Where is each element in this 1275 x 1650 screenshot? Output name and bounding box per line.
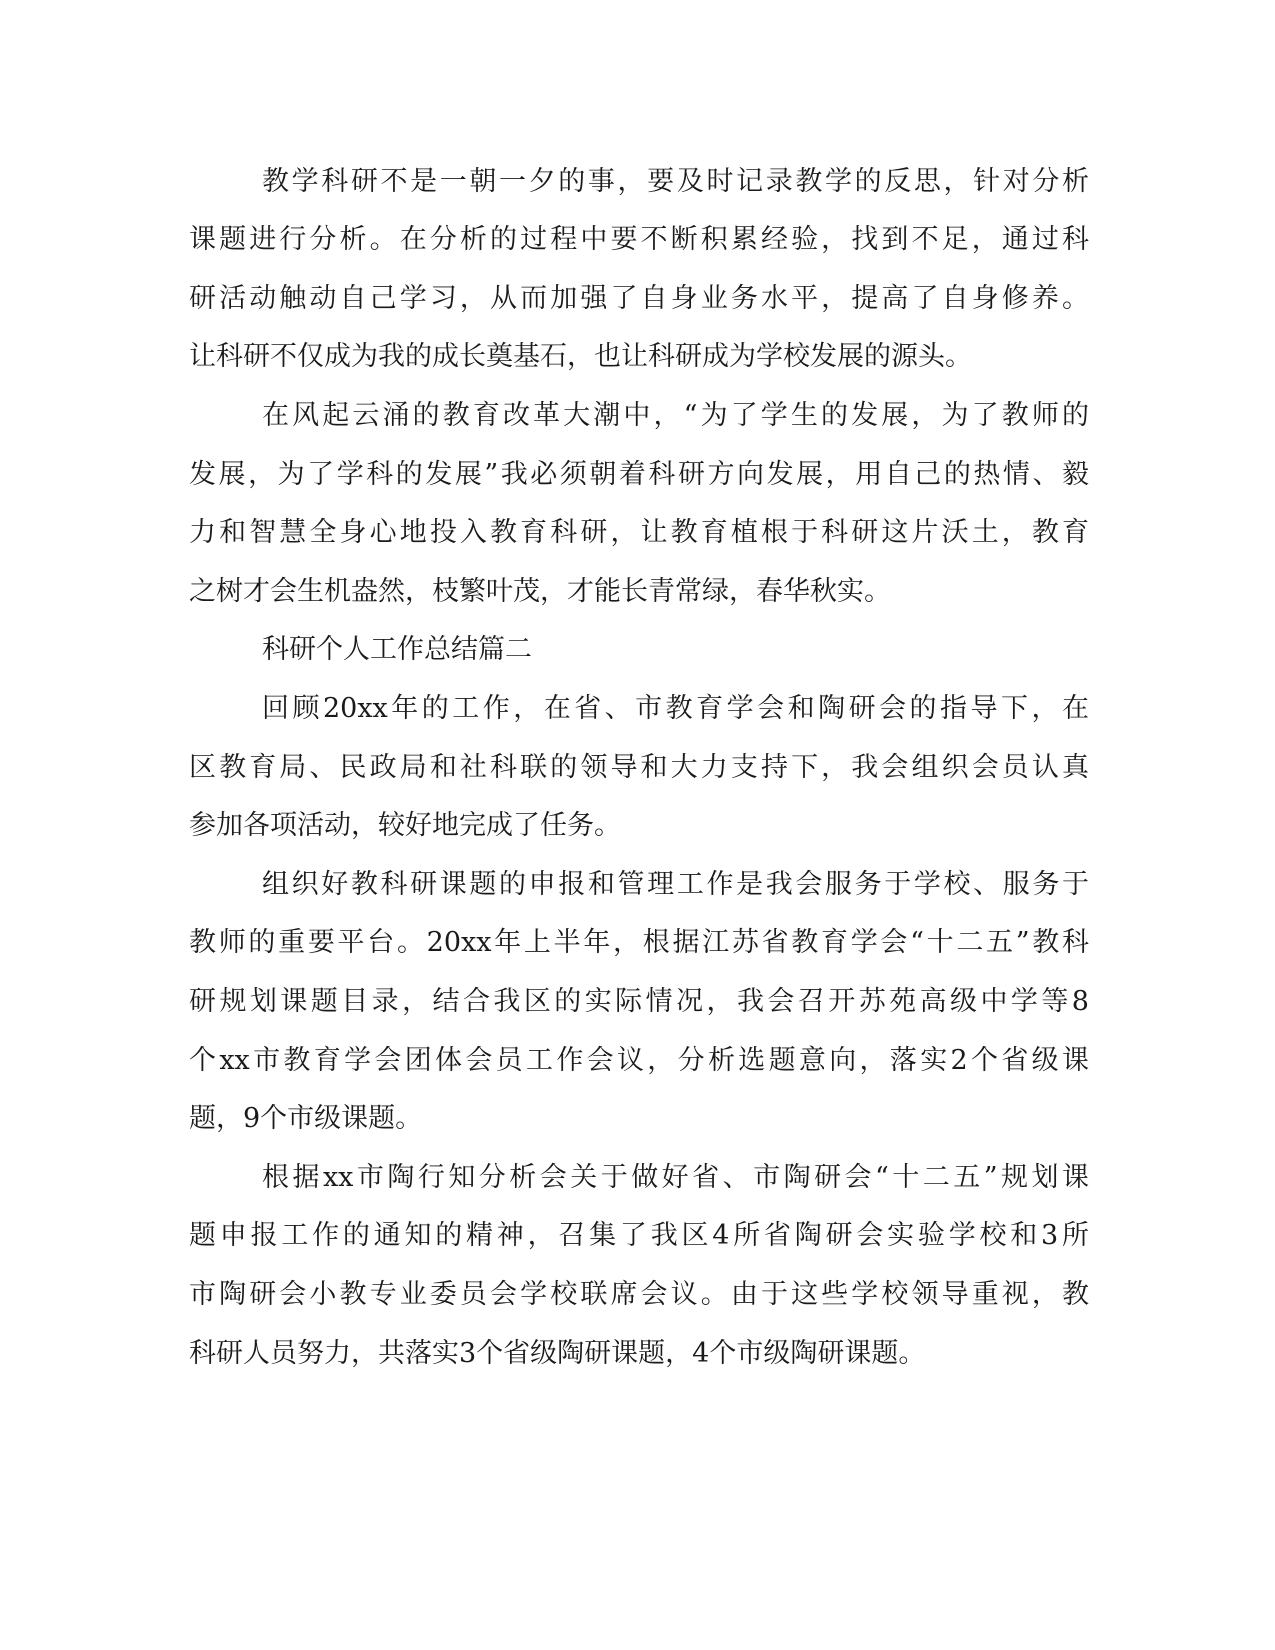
paragraph-2-line-4: 之树才会生机盎然，枝繁叶茂，才能长青常绿，春华秋实。 bbox=[189, 576, 891, 607]
paragraph-1-line-1: 教学科研不是一朝一夕的事，要及时记录教学的反思，针对分析 bbox=[262, 166, 1089, 197]
paragraph-2-line-3: 力和智慧全身心地投入教育科研，让教育植根于科研这片沃土，教育 bbox=[189, 517, 1089, 548]
paragraph-1-line-2: 课题进行分析。在分析的过程中要不断积累经验，找到不足，通过科 bbox=[189, 224, 1089, 255]
paragraph-4-line-5: 题，9个市级课题。 bbox=[189, 1103, 423, 1134]
paragraph-3-line-2: 区教育局、民政局和社科联的领导和大力支持下，我会组织会员认真 bbox=[189, 752, 1089, 783]
paragraph-5-line-1: 根据xx市陶行知分析会关于做好省、市陶研会“十二五”规划课 bbox=[262, 1162, 1089, 1193]
paragraph-4-line-3: 研规划课题目录，结合我区的实际情况，我会召开苏苑高级中学等8 bbox=[189, 986, 1089, 1017]
section-heading: 科研个人工作总结篇二 bbox=[262, 634, 532, 665]
paragraph-2-line-1: 在风起云涌的教育改革大潮中，“为了学生的发展，为了教师的 bbox=[262, 400, 1089, 431]
paragraph-1-line-4: 让科研不仅成为我的成长奠基石，也让科研成为学校发展的源头。 bbox=[189, 341, 972, 372]
paragraph-2-line-2: 发展，为了学科的发展”我必须朝着科研方向发展，用自己的热情、毅 bbox=[189, 459, 1089, 490]
paragraph-5-line-2: 题申报工作的通知的精神，召集了我区4所省陶研会实验学校和3所 bbox=[189, 1220, 1089, 1251]
paragraph-4-line-2: 教师的重要平台。20xx年上半年，根据江苏省教育学会“十二五”教科 bbox=[189, 927, 1089, 958]
paragraph-5-line-4: 科研人员努力，共落实3个省级陶研课题，4个市级陶研课题。 bbox=[189, 1338, 926, 1369]
paragraph-4-line-1: 组织好教科研课题的申报和管理工作是我会服务于学校、服务于 bbox=[262, 869, 1089, 900]
paragraph-1-line-3: 研活动触动自己学习，从而加强了自身业务水平，提高了自身修养。 bbox=[189, 283, 1089, 314]
paragraph-3-line-1: 回顾20xx年的工作，在省、市教育学会和陶研会的指导下，在 bbox=[262, 693, 1089, 724]
paragraph-4-line-4: 个xx市教育学会团体会员工作会议，分析选题意向，落实2个省级课 bbox=[189, 1045, 1089, 1076]
paragraph-5-line-3: 市陶研会小教专业委员会学校联席会议。由于这些学校领导重视，教 bbox=[189, 1279, 1089, 1310]
paragraph-3-line-3: 参加各项活动，较好地完成了任务。 bbox=[189, 810, 621, 841]
